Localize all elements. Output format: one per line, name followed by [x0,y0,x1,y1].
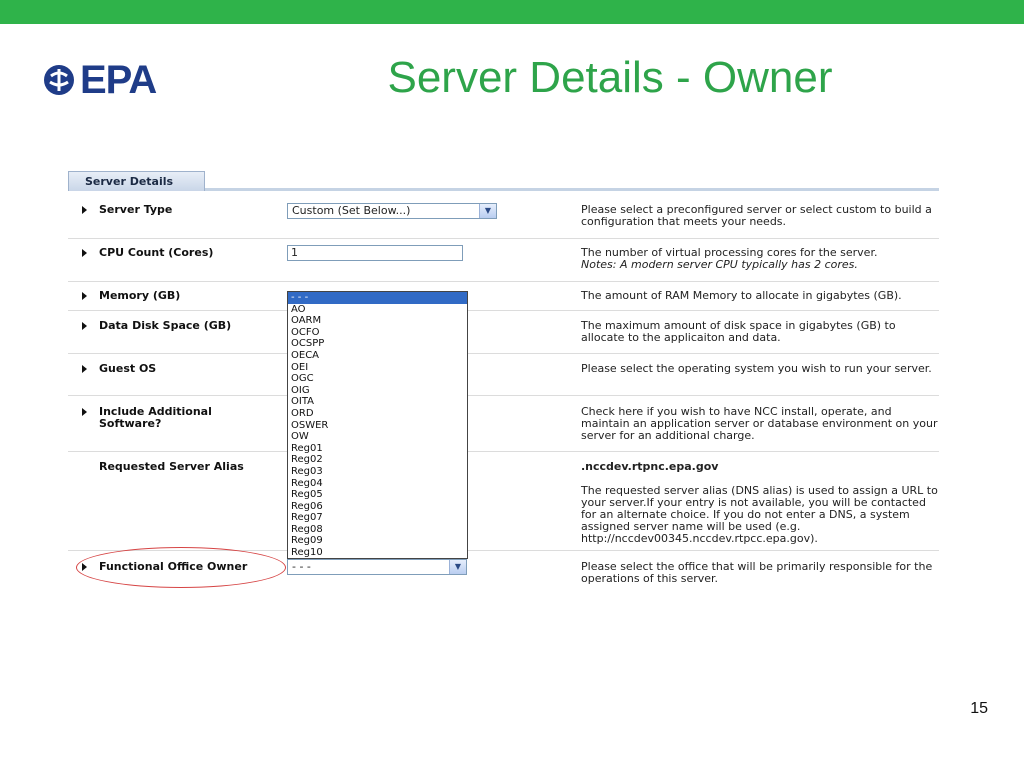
tab-server-details[interactable]: Server Details [68,171,205,191]
functional-office-owner-select[interactable] [287,559,467,575]
chevron-down-icon[interactable]: ▼ [479,204,496,218]
dropdown-option[interactable]: OIG [291,384,310,396]
dropdown-option[interactable]: OSWER [291,419,329,431]
dropdown-option[interactable]: Reg02 [291,454,323,466]
epa-logo [42,60,160,100]
expand-arrow-icon[interactable] [82,206,87,214]
dropdown-option[interactable]: OCSPP [291,338,325,350]
cpu-count-input[interactable]: 1 [287,245,463,261]
row-functional-office-owner [68,551,939,591]
row-cpu-count [68,239,939,282]
select-value: Custom (Set Below...) [292,204,411,217]
server-type-select[interactable] [287,203,497,219]
field-label: Server Type [99,203,173,216]
field-label: Guest OS [99,362,157,375]
tab-strip [68,171,939,191]
dropdown-option[interactable]: Reg01 [291,442,323,454]
slide-title: Server Details - Owner [387,53,833,102]
help-note: Notes: A modern server CPU typically has 2 cores. [581,258,858,271]
help-text: Please select the office that will be primarily responsible for the operations of this server. [581,560,933,585]
expand-arrow-icon[interactable] [82,408,87,416]
field-label: Memory (GB) [99,289,181,302]
help-text: Please select a preconfigured server or select custom to build a configuration that meets your needs. [581,203,932,228]
dropdown-option[interactable]: Reg08 [291,523,323,535]
help-main: The number of virtual processing cores for the server. [581,246,878,259]
expand-arrow-icon[interactable] [82,563,87,571]
top-color-bar [0,0,1024,24]
help-text [581,461,941,545]
dropdown-option[interactable]: Reg10 [291,547,323,559]
select-value: - - - [292,560,311,573]
office-owner-dropdown-list[interactable] [287,291,468,559]
field-label: Include Additional Software? [99,405,212,430]
row-server-type [68,197,939,239]
help-text: Please select the operating system you wish to run your server. [581,362,932,375]
help-text: Check here if you wish to have NCC install, operate, and maintain an application server or database environment on your server for an additional charge. [581,405,938,442]
row-guest-os [68,354,939,396]
dropdown-option[interactable]: OEI [291,361,309,373]
dropdown-option[interactable]: - - - [288,292,467,304]
field-label: Requested Server Alias [99,460,244,473]
dropdown-option[interactable]: Reg07 [291,512,323,524]
dropdown-option[interactable]: OITA [291,396,314,408]
expand-arrow-icon[interactable] [82,249,87,257]
dropdown-option[interactable]: Reg05 [291,489,323,501]
field-label: Data Disk Space (GB) [99,319,232,332]
help-main: The requested server alias (DNS alias) is used to assign a URL to your server.If your entry is not available, you will be contacted for an alternate choice. If you do not enter a DNS, a system assigned server name will be used (e.g. http://nccdev00345.nccdev.rtpcc.epa.gov). [581,484,938,545]
help-text [581,247,941,271]
chevron-down-icon[interactable]: ▼ [449,560,466,574]
dropdown-option[interactable]: OW [291,431,309,443]
field-label: CPU Count (Cores) [99,246,214,259]
field-label: Functional Office Owner [99,560,248,573]
dropdown-option[interactable]: Reg06 [291,500,323,512]
row-data-disk-space [68,311,939,354]
dropdown-option[interactable]: OCFO [291,326,320,338]
dropdown-option[interactable]: Reg03 [291,465,323,477]
alias-domain-suffix: .nccdev.rtpnc.epa.gov [581,460,719,473]
dropdown-option[interactable]: ORD [291,407,314,419]
row-memory [68,282,939,311]
page-number: 15 [970,700,988,717]
help-text: The amount of RAM Memory to allocate in gigabytes (GB). [581,289,902,302]
expand-arrow-icon[interactable] [82,322,87,330]
dropdown-option[interactable]: Reg04 [291,477,323,489]
row-additional-software [68,396,939,452]
dropdown-option[interactable]: OECA [291,349,320,361]
logo-text: EPA [80,58,157,102]
help-text: The maximum amount of disk space in gigabytes (GB) to allocate to the applicaiton and data. [581,319,896,344]
row-server-alias [68,452,939,551]
expand-arrow-icon[interactable] [82,292,87,300]
dropdown-option[interactable]: OARM [291,315,322,327]
dropdown-option[interactable]: OGC [291,373,314,385]
dropdown-option[interactable]: Reg09 [291,535,323,547]
expand-arrow-icon[interactable] [82,365,87,373]
dropdown-option[interactable]: AO [291,303,306,315]
epa-seal-icon [42,63,76,97]
